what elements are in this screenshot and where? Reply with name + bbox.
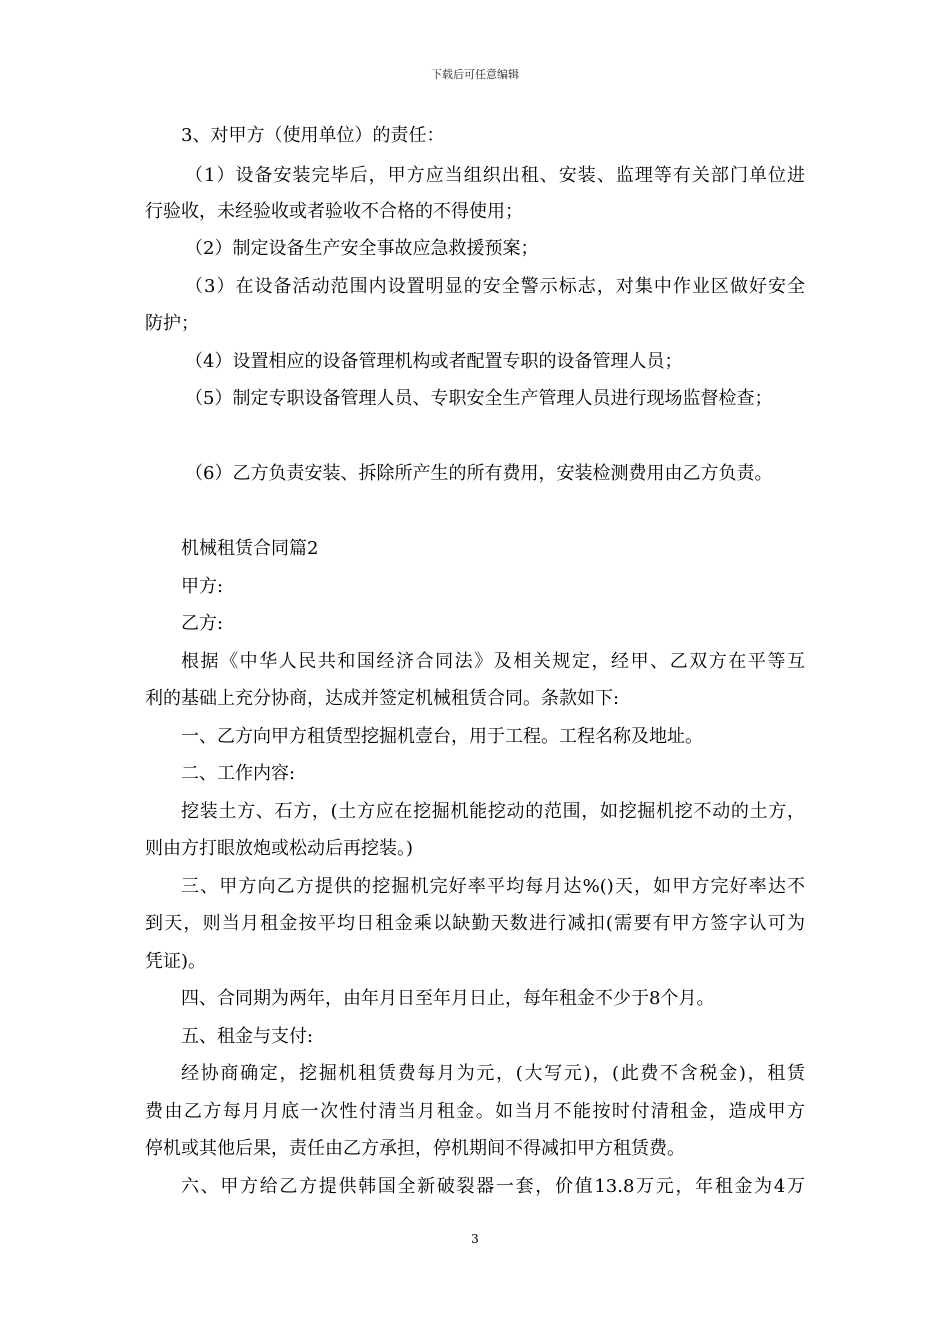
- paragraph-line: （6）乙方负责安装、拆除所产生的所有费用，安装检测费用由乙方负责。: [185, 463, 773, 484]
- paragraph-line: 3、对甲方（使用单位）的责任：: [181, 125, 445, 146]
- page-header: 下载后可任意编辑: [431, 68, 519, 81]
- paragraph-line: （3）在设备活动范围内设置明显的安全警示标志，对集中作业区做好安全: [185, 276, 805, 297]
- paragraph-line: 费由乙方每月月底一次性付清当月租金。如当月不能按时付清租金，造成甲方: [145, 1101, 805, 1122]
- paragraph-line: （1）设备安装完毕后，甲方应当组织出租、安装、监理等有关部门单位进: [185, 165, 805, 186]
- paragraph-line: 根据《中华人民共和国经济合同法》及相关规定，经甲、乙双方在平等互: [181, 651, 805, 672]
- party-b-label: 乙方:: [181, 613, 224, 634]
- paragraph-line: 经协商确定，挖掘机租赁费每月为元，(大写元)，(此费不含税金)，租赁: [181, 1063, 805, 1084]
- paragraph-line: 五、租金与支付:: [181, 1026, 314, 1047]
- paragraph-line: 停机或其他后果，责任由乙方承担，停机期间不得减扣甲方租赁费。: [145, 1138, 685, 1159]
- paragraph-line: 则由方打眼放炮或松动后再挖装。): [145, 838, 414, 859]
- paragraph-line: 到天，则当月租金按平均日租金乘以缺勤天数进行减扣(需要有甲方签字认可为: [145, 913, 805, 934]
- paragraph-line: 凭证)。: [145, 951, 207, 972]
- paragraph-line: 三、甲方向乙方提供的挖掘机完好率平均每月达%()天，如甲方完好率达不: [181, 876, 805, 897]
- page-number: 3: [471, 1232, 479, 1246]
- paragraph-line: （4）设置相应的设备管理机构或者配置专职的设备管理人员；: [185, 351, 683, 372]
- section-heading: 机械租赁合同篇2: [181, 538, 319, 559]
- paragraph-line: 二、工作内容:: [181, 763, 296, 784]
- paragraph-line: 六、甲方给乙方提供韩国全新破裂器一套，价值13.8万元，年租金为4万: [181, 1176, 805, 1197]
- paragraph-line: 行验收，未经验收或者验收不合格的不得使用；: [145, 201, 523, 222]
- paragraph-line: （5）制定专职设备管理人员、专职安全生产管理人员进行现场监督检查；: [185, 388, 773, 409]
- paragraph-line: 挖装土方、石方，(土方应在挖掘机能挖动的范围，如挖掘机挖不动的土方，: [181, 801, 805, 822]
- paragraph-line: （2）制定设备生产安全事故应急救援预案；: [185, 238, 539, 259]
- paragraph-line: 利的基础上充分协商，达成并签定机械租赁合同。条款如下:: [145, 688, 620, 709]
- party-a-label: 甲方:: [181, 576, 224, 597]
- paragraph-line: 四、合同期为两年，由年月日至年月日止，每年租金不少于8个月。: [181, 988, 715, 1009]
- paragraph-line: 一、乙方向甲方租赁型挖掘机壹台，用于工程。工程名称及地址。: [181, 726, 703, 747]
- paragraph-line: 防护；: [145, 313, 199, 334]
